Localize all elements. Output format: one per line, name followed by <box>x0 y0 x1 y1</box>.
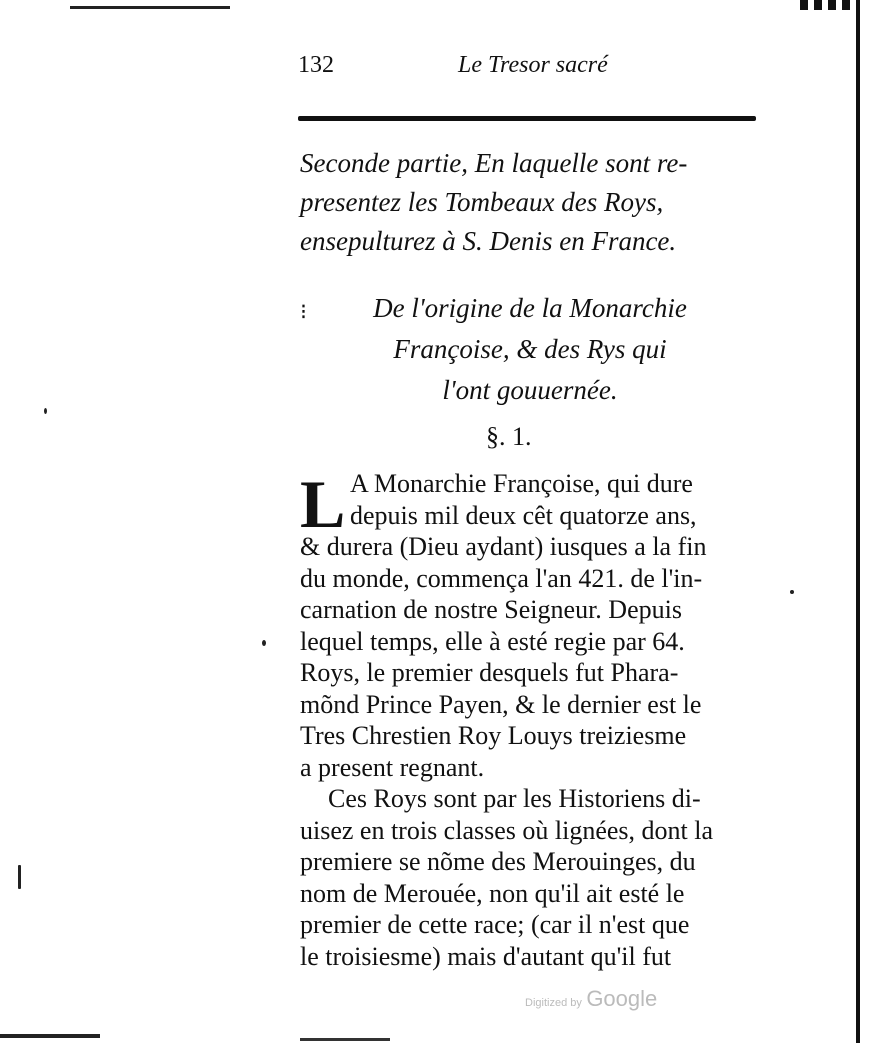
body-line: lequel temps, elle à esté regie par 64. <box>300 626 685 656</box>
body-line: du monde, commença l'an 421. de l'in- <box>300 563 703 593</box>
ink-speck <box>262 640 266 646</box>
body-line: a present regnant. <box>300 752 485 782</box>
drop-cap: L <box>300 466 346 542</box>
part-title-line: Seconde partie, En laquelle sont re- <box>300 148 688 178</box>
watermark-prefix: Digitized by <box>525 997 582 1009</box>
page-header <box>298 48 758 88</box>
body-line: Tres Chrestien Roy Louys treiziesme <box>300 721 687 750</box>
page-edge-top-left <box>70 6 230 9</box>
header-rule <box>298 116 756 121</box>
body-line: & durera (Dieu aydant) iusques a la fin <box>300 532 707 561</box>
body-line: A Monarchie Françoise, qui dure <box>350 469 693 498</box>
ink-speck <box>18 865 21 889</box>
ink-speck <box>790 590 794 594</box>
section-mark: §. 1. <box>486 422 532 451</box>
section-title-line: De l'origine de la Monarchie <box>373 293 687 323</box>
body-line: nom de Merouée, non qu'il ait esté le <box>300 878 685 908</box>
page-edge-top-right <box>800 0 860 10</box>
section-title <box>300 288 760 411</box>
section-title-line: l'ont gouuernée. <box>442 375 618 405</box>
part-title <box>300 144 760 261</box>
margin-mark: ⁝ <box>300 300 307 325</box>
ink-speck <box>44 408 47 414</box>
part-title-line: presentez les Tombeaux des Roys, <box>300 187 664 217</box>
part-title-line: ensepulturez à S. Denis en France. <box>300 226 677 256</box>
body-line: depuis mil deux cêt quatorze ans, <box>350 500 697 530</box>
page-number: 132 <box>298 52 334 78</box>
page-edge-bottom-mid <box>300 1038 390 1041</box>
body-line: premiere se nõme des Merouinges, du <box>300 847 696 876</box>
running-title: Le Tresor sacré <box>458 52 608 78</box>
body-text <box>300 468 760 972</box>
body-line: Ces Roys sont par les Historiens di- <box>328 784 701 813</box>
page-edge-bottom-left <box>0 1034 100 1038</box>
body-line: mõnd Prince Payen, & le dernier est le <box>300 689 702 719</box>
section-title-line: Françoise, & des Rys qui <box>393 334 667 364</box>
page-edge-right <box>856 0 860 1043</box>
google-logo: Google <box>586 986 658 1011</box>
digitized-watermark <box>525 986 657 1012</box>
body-line: le troisiesme) mais d'autant qu'il fut <box>300 941 672 971</box>
body-line: carnation de nostre Seigneur. Depuis <box>300 595 682 624</box>
body-line: Roys, le premier desquels fut Phara- <box>300 658 679 687</box>
body-line: uisez en trois classes où lignées, dont la <box>300 815 714 845</box>
body-line: premier de cette race; (car il n'est que <box>300 910 690 939</box>
